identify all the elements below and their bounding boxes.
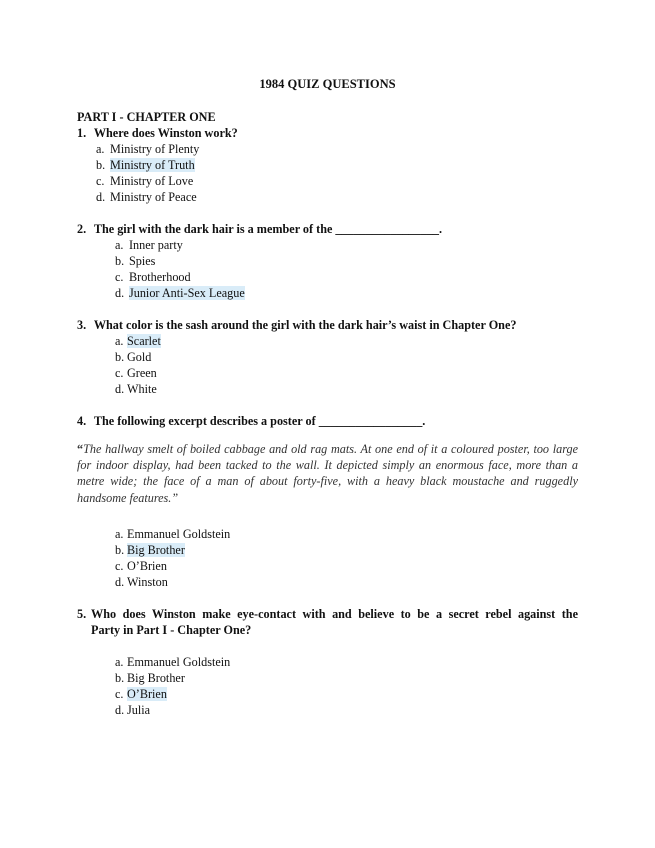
option-b: b. Spies bbox=[115, 254, 156, 268]
highlighted-answer: Scarlet bbox=[127, 334, 161, 348]
question-5 bbox=[77, 606, 578, 638]
option-c: c. O’Brien bbox=[115, 559, 167, 573]
highlighted-answer: Junior Anti-Sex League bbox=[129, 286, 245, 300]
option-d: d. Junior Anti-Sex League bbox=[115, 286, 245, 300]
question-text: The girl with the dark hair is a member of the _________________. bbox=[93, 222, 443, 236]
question-number: 1. bbox=[77, 126, 87, 140]
option-a: a. Emmanuel Goldstein bbox=[115, 655, 231, 669]
question-4 bbox=[77, 413, 578, 429]
option-d: d. Ministry of Peace bbox=[96, 190, 197, 204]
question-text: The following excerpt describes a poster of _________________. bbox=[93, 414, 426, 428]
option-c: c. Ministry of Love bbox=[96, 174, 194, 188]
question-3 bbox=[77, 317, 578, 333]
question-4-options bbox=[115, 526, 230, 590]
option-b: b. Big Brother bbox=[115, 671, 185, 685]
highlighted-answer: O’Brien bbox=[127, 687, 167, 701]
option-b: b. Ministry of Truth bbox=[96, 158, 195, 172]
part-heading: PART I - CHAPTER ONE bbox=[77, 110, 216, 124]
question-number: 5. bbox=[77, 607, 87, 621]
question-text-line-2: Party in Part I - Chapter One? bbox=[91, 623, 252, 637]
option-a: a. Inner party bbox=[115, 238, 183, 252]
question-2-options bbox=[115, 237, 245, 301]
option-d: d. Winston bbox=[115, 575, 168, 589]
question-1 bbox=[77, 125, 578, 141]
option-b: b. Big Brother bbox=[115, 543, 185, 557]
option-c: c. Brotherhood bbox=[115, 270, 191, 284]
excerpt-text: The hallway smelt of boiled cabbage and old rag mats. At one end of it a coloured poster, too large for indoor display, had been tacked to the wall. It depicted simply an enormous face, more than a metre wide; the face of a man of about forty-five, with a heavy black moustache and ruggedly handsome features.” bbox=[77, 442, 578, 505]
option-d: d. White bbox=[115, 382, 157, 396]
highlighted-answer: Ministry of Truth bbox=[110, 158, 195, 172]
option-d: d. Julia bbox=[115, 703, 151, 717]
option-a: a. Emmanuel Goldstein bbox=[115, 527, 231, 541]
novel-excerpt bbox=[77, 441, 578, 506]
option-a: a. Ministry of Plenty bbox=[96, 142, 200, 156]
option-a: a. Scarlet bbox=[115, 334, 161, 348]
question-3-options bbox=[115, 333, 161, 397]
question-text: What color is the sash around the girl with the dark hair’s waist in Chapter One? bbox=[93, 318, 517, 332]
question-text-line-1: Who does Winston make eye-contact with and believe to be a secret rebel against the bbox=[91, 607, 578, 621]
option-b: b. Gold bbox=[115, 350, 152, 364]
option-c: c. O’Brien bbox=[115, 687, 167, 701]
question-2 bbox=[77, 221, 578, 237]
highlighted-answer: Big Brother bbox=[127, 543, 185, 557]
question-number: 2. bbox=[77, 222, 87, 236]
question-text: Where does Winston work? bbox=[93, 126, 238, 140]
option-c: c. Green bbox=[115, 366, 157, 380]
excerpt-open-quote: “ bbox=[77, 442, 84, 456]
quiz-title: 1984 QUIZ QUESTIONS bbox=[259, 77, 396, 91]
question-5-options bbox=[115, 654, 230, 718]
question-1-options bbox=[96, 141, 199, 205]
question-number: 4. bbox=[77, 414, 87, 428]
question-number: 3. bbox=[77, 318, 87, 332]
